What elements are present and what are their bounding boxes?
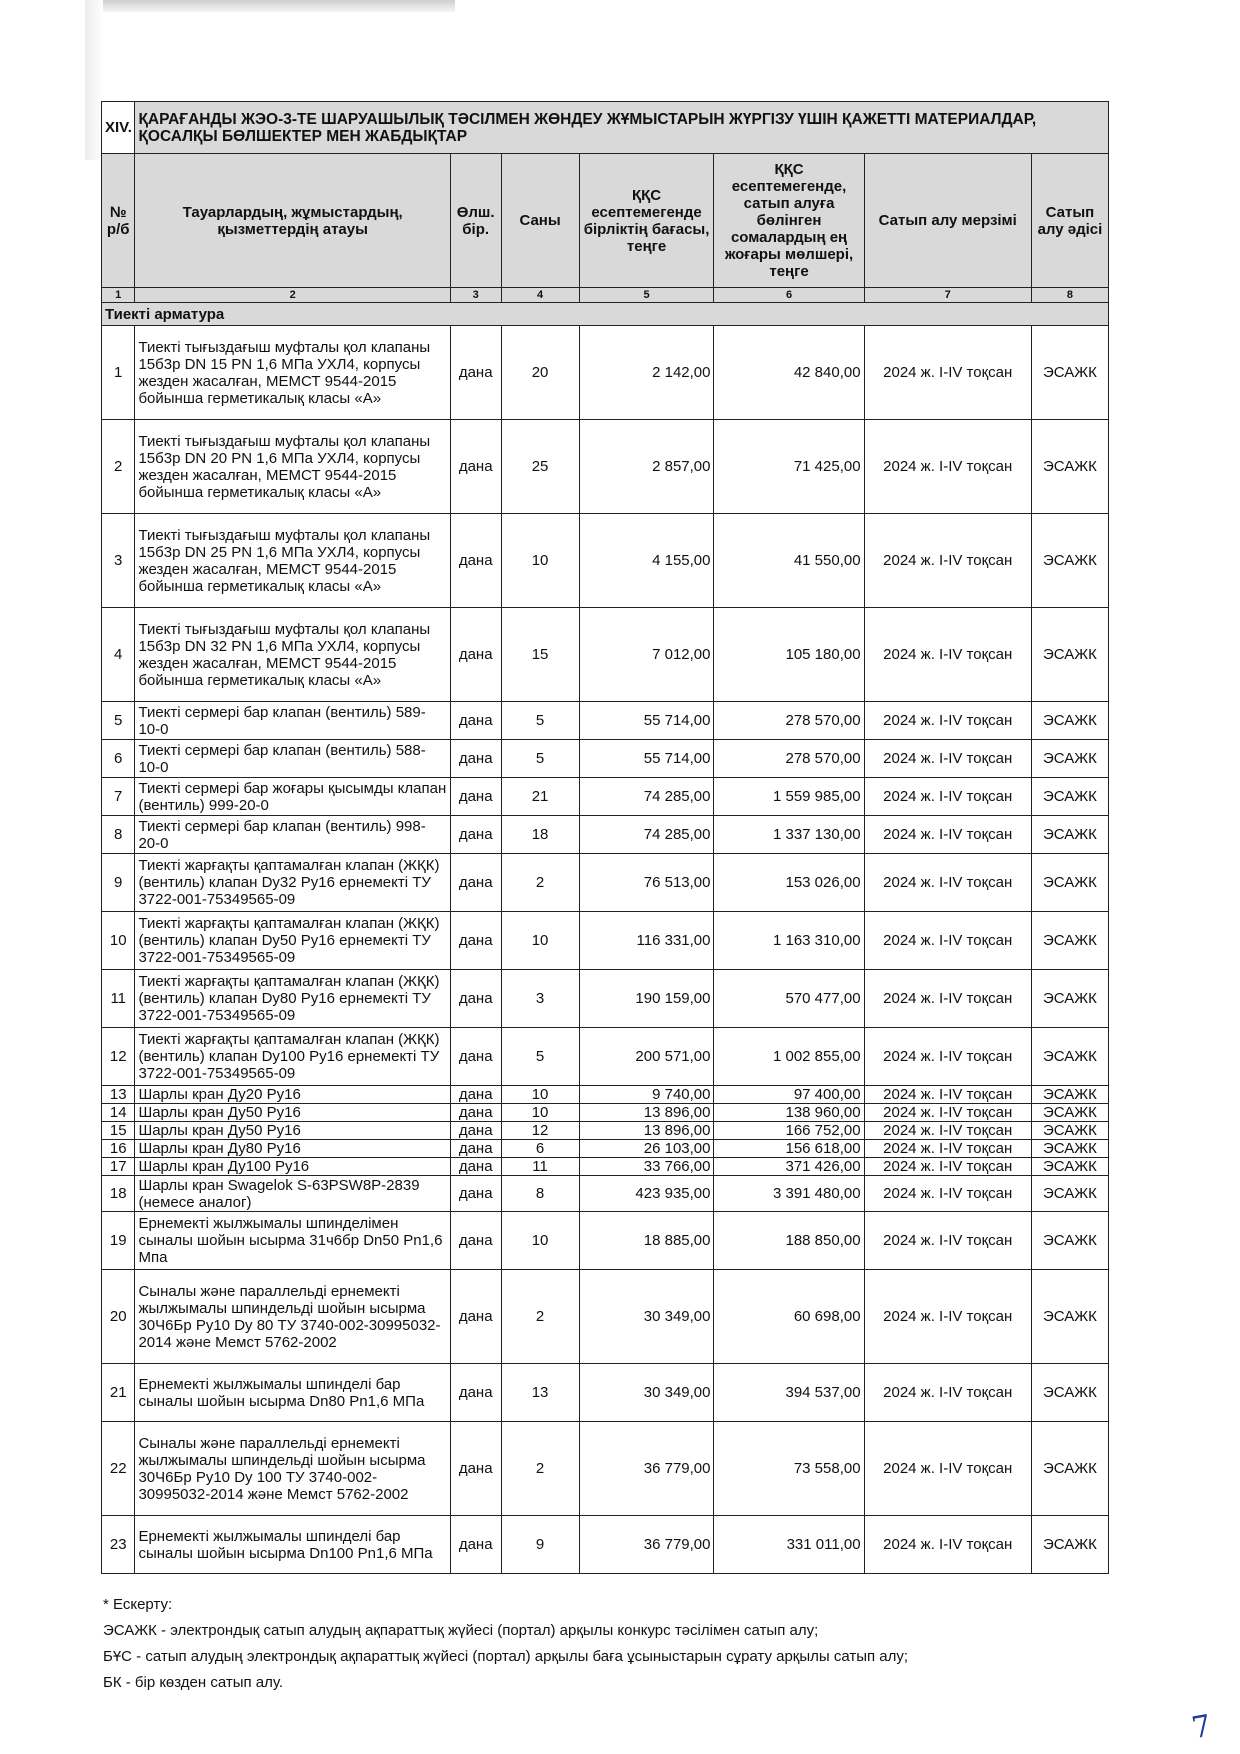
row-number: 1 <box>102 326 135 420</box>
item-name: Тиекті тығыздағыш муфталы қол клапаны 15б3р DN 32 PN 1,6 МПа УХЛ4, корпусы жезден жасалған, МЕМСТ 9544-2015 бойынша герметикалық класы «А» <box>135 608 450 702</box>
unit: дана <box>450 326 501 420</box>
quantity: 5 <box>501 740 579 778</box>
handwritten-page-number: 7 <box>1189 1708 1214 1747</box>
max-amount: 1 559 985,00 <box>714 778 864 816</box>
unit: дана <box>450 854 501 912</box>
purchase-method: ЭСАЖК <box>1031 1158 1108 1176</box>
item-name: Тиекті жарғақты қаптамалған клапан (ЖҚК) (вентиль) клапан Dy100 Py16 ернемекті ТУ 3722-001-75349565-09 <box>135 1028 450 1086</box>
unit-price: 74 285,00 <box>579 816 714 854</box>
unit: дана <box>450 816 501 854</box>
item-name: Ернемекті жылжымалы шпинделімен сыналы шойын ысырма 31ч6бр Dn50 Pn1,6 Мпа <box>135 1212 450 1270</box>
max-amount: 42 840,00 <box>714 326 864 420</box>
row-number: 7 <box>102 778 135 816</box>
table-row <box>102 1422 1109 1516</box>
unit-price: 33 766,00 <box>579 1158 714 1176</box>
table-row <box>102 816 1109 854</box>
max-amount: 138 960,00 <box>714 1104 864 1122</box>
purchase-method: ЭСАЖК <box>1031 1028 1108 1086</box>
table-row <box>102 420 1109 514</box>
row-number: 17 <box>102 1158 135 1176</box>
table-row <box>102 970 1109 1028</box>
unit: дана <box>450 1516 501 1574</box>
table-row <box>102 740 1109 778</box>
table-row <box>102 1270 1109 1364</box>
purchase-method: ЭСАЖК <box>1031 1422 1108 1516</box>
purchase-method: ЭСАЖК <box>1031 1140 1108 1158</box>
unit: дана <box>450 1028 501 1086</box>
max-amount: 394 537,00 <box>714 1364 864 1422</box>
quantity: 2 <box>501 1270 579 1364</box>
purchase-term: 2024 ж. I-IV тоқсан <box>864 1176 1031 1212</box>
group-title: Тиекті арматура <box>102 303 1109 326</box>
unit: дана <box>450 1212 501 1270</box>
quantity: 15 <box>501 608 579 702</box>
quantity: 13 <box>501 1364 579 1422</box>
max-amount: 278 570,00 <box>714 702 864 740</box>
purchase-term: 2024 ж. I-IV тоқсан <box>864 702 1031 740</box>
purchase-term: 2024 ж. I-IV тоқсан <box>864 740 1031 778</box>
max-amount: 41 550,00 <box>714 514 864 608</box>
unit-price: 9 740,00 <box>579 1086 714 1104</box>
purchase-term: 2024 ж. I-IV тоқсан <box>864 854 1031 912</box>
unit: дана <box>450 970 501 1028</box>
max-amount: 3 391 480,00 <box>714 1176 864 1212</box>
purchase-method: ЭСАЖК <box>1031 1212 1108 1270</box>
purchase-method: ЭСАЖК <box>1031 514 1108 608</box>
max-amount: 71 425,00 <box>714 420 864 514</box>
unit: дана <box>450 1086 501 1104</box>
unit-price: 18 885,00 <box>579 1212 714 1270</box>
quantity: 5 <box>501 1028 579 1086</box>
max-amount: 105 180,00 <box>714 608 864 702</box>
unit-price: 116 331,00 <box>579 912 714 970</box>
column-header-row <box>102 154 1109 288</box>
item-name: Тиекті жарғақты қаптамалған клапан (ЖҚК) (вентиль) клапан Dy80 Py16 ернемекті ТУ 3722-001-75349565-09 <box>135 970 450 1028</box>
scan-edge-top <box>95 0 455 12</box>
quantity: 25 <box>501 420 579 514</box>
item-name: Сыналы және параллельді ернемекті жылжымалы шпиндельді шойын ысырма 30Ч6Бр Ру10 Dy 80 ТУ 3740-002-30995032-2014 және Мемст 5762-2002 <box>135 1270 450 1364</box>
unit-price: 76 513,00 <box>579 854 714 912</box>
max-amount: 188 850,00 <box>714 1212 864 1270</box>
row-number: 14 <box>102 1104 135 1122</box>
purchase-term: 2024 ж. I-IV тоқсан <box>864 1104 1031 1122</box>
unit-price: 26 103,00 <box>579 1140 714 1158</box>
unit-price: 74 285,00 <box>579 778 714 816</box>
table-row <box>102 514 1109 608</box>
item-name: Тиекті жарғақты қаптамалған клапан (ЖҚК) (вентиль) клапан Dy32 Py16 ернемекті ТУ 3722-001-75349565-09 <box>135 854 450 912</box>
purchase-term: 2024 ж. I-IV тоқсан <box>864 1122 1031 1140</box>
quantity: 18 <box>501 816 579 854</box>
unit-price: 423 935,00 <box>579 1176 714 1212</box>
purchase-term: 2024 ж. I-IV тоқсан <box>864 608 1031 702</box>
table-row <box>102 608 1109 702</box>
footnote-line: БҰС - сатып алудың электрондық ақпараттық жүйесі (портал) арқылы баға ұсыныстарын сұрату арқылы сатып алу; <box>103 1648 909 1665</box>
column-index: 8 <box>1031 288 1108 303</box>
item-name: Шарлы кран Ду80 Ру16 <box>135 1140 450 1158</box>
row-number: 10 <box>102 912 135 970</box>
unit: дана <box>450 912 501 970</box>
item-name: Тиекті тығыздағыш муфталы қол клапаны 15б3р DN 15 PN 1,6 МПа УХЛ4, корпусы жезден жасалған, МЕМСТ 9544-2015 бойынша герметикалық класы «А» <box>135 326 450 420</box>
row-number: 23 <box>102 1516 135 1574</box>
table-row <box>102 702 1109 740</box>
unit: дана <box>450 1176 501 1212</box>
item-name: Сыналы және параллельді ернемекті жылжымалы шпиндельді шойын ысырма 30Ч6Бр Ру10 Dy 100 ТУ 3740-002-30995032-2014 және Мемст 5762-2002 <box>135 1422 450 1516</box>
item-name: Шарлы кран Ду100 Ру16 <box>135 1158 450 1176</box>
quantity: 12 <box>501 1122 579 1140</box>
quantity: 5 <box>501 702 579 740</box>
column-header-quantity: Саны <box>501 154 579 288</box>
max-amount: 1 163 310,00 <box>714 912 864 970</box>
column-header-unit-price: ҚҚС есептемегенде бірліктің бағасы, теңге <box>579 154 714 288</box>
table-row <box>102 854 1109 912</box>
unit-price: 36 779,00 <box>579 1422 714 1516</box>
unit-price: 2 857,00 <box>579 420 714 514</box>
purchase-method: ЭСАЖК <box>1031 1364 1108 1422</box>
row-number: 2 <box>102 420 135 514</box>
purchase-term: 2024 ж. I-IV тоқсан <box>864 1140 1031 1158</box>
quantity: 21 <box>501 778 579 816</box>
quantity: 10 <box>501 514 579 608</box>
unit: дана <box>450 740 501 778</box>
unit: дана <box>450 420 501 514</box>
table-row <box>102 1176 1109 1212</box>
unit: дана <box>450 1122 501 1140</box>
purchase-term: 2024 ж. I-IV тоқсан <box>864 912 1031 970</box>
purchase-term: 2024 ж. I-IV тоқсан <box>864 816 1031 854</box>
column-index: 1 <box>102 288 135 303</box>
purchase-method: ЭСАЖК <box>1031 1104 1108 1122</box>
max-amount: 97 400,00 <box>714 1086 864 1104</box>
quantity: 10 <box>501 912 579 970</box>
purchase-method: ЭСАЖК <box>1031 702 1108 740</box>
column-header-name: Тауарлардың, жұмыстардың, қызметтердің атауы <box>135 154 450 288</box>
row-number: 12 <box>102 1028 135 1086</box>
table-row <box>102 1086 1109 1104</box>
purchase-method: ЭСАЖК <box>1031 740 1108 778</box>
unit: дана <box>450 1270 501 1364</box>
table-row <box>102 778 1109 816</box>
row-number: 22 <box>102 1422 135 1516</box>
max-amount: 570 477,00 <box>714 970 864 1028</box>
max-amount: 278 570,00 <box>714 740 864 778</box>
column-index: 5 <box>579 288 714 303</box>
purchase-method: ЭСАЖК <box>1031 912 1108 970</box>
row-number: 18 <box>102 1176 135 1212</box>
section-header-row <box>102 102 1109 154</box>
purchase-term: 2024 ж. I-IV тоқсан <box>864 1212 1031 1270</box>
column-header-max-amount: ҚҚС есептемегенде, сатып алуға бөлінген сомалардың ең жоғары мөлшері, теңге <box>714 154 864 288</box>
unit: дана <box>450 1422 501 1516</box>
unit-price: 55 714,00 <box>579 702 714 740</box>
purchase-term: 2024 ж. I-IV тоқсан <box>864 1028 1031 1086</box>
unit-price: 13 896,00 <box>579 1104 714 1122</box>
table-row <box>102 1212 1109 1270</box>
quantity: 2 <box>501 1422 579 1516</box>
unit: дана <box>450 608 501 702</box>
purchase-term: 2024 ж. I-IV тоқсан <box>864 970 1031 1028</box>
purchase-term: 2024 ж. I-IV тоқсан <box>864 514 1031 608</box>
unit-price: 36 779,00 <box>579 1516 714 1574</box>
row-number: 5 <box>102 702 135 740</box>
table-row <box>102 1158 1109 1176</box>
purchase-term: 2024 ж. I-IV тоқсан <box>864 1422 1031 1516</box>
row-number: 13 <box>102 1086 135 1104</box>
section-title: ҚАРАҒАНДЫ ЖЭО-3-ТЕ ШАРУАШЫЛЫҚ ТӘСІЛМЕН ЖӨНДЕУ ЖҰМЫСТАРЫН ЖҮРГІЗУ ҮШІН ҚАЖЕТТІ МАТЕРИАЛДАР, ҚОСАЛҚЫ БӨЛШЕКТЕР МЕН ЖАБДЫҚТАР <box>135 102 1109 154</box>
max-amount: 153 026,00 <box>714 854 864 912</box>
max-amount: 1 337 130,00 <box>714 816 864 854</box>
table-row <box>102 326 1109 420</box>
item-name: Тиекті сермері бар жоғары қысымды клапан (вентиль) 999-20-0 <box>135 778 450 816</box>
unit: дана <box>450 1140 501 1158</box>
table-row <box>102 1516 1109 1574</box>
item-name: Шарлы кран Ду50 Ру16 <box>135 1122 450 1140</box>
item-name: Шарлы кран Ду50 Ру16 <box>135 1104 450 1122</box>
purchase-method: ЭСАЖК <box>1031 816 1108 854</box>
unit-price: 55 714,00 <box>579 740 714 778</box>
column-header-term: Сатып алу мерзімі <box>864 154 1031 288</box>
unit: дана <box>450 1158 501 1176</box>
quantity: 2 <box>501 854 579 912</box>
row-number: 19 <box>102 1212 135 1270</box>
column-index: 7 <box>864 288 1031 303</box>
group-row <box>102 303 1109 326</box>
row-number: 20 <box>102 1270 135 1364</box>
materials-table <box>101 101 1109 1574</box>
row-number: 15 <box>102 1122 135 1140</box>
purchase-method: ЭСАЖК <box>1031 1086 1108 1104</box>
item-name: Тиекті тығыздағыш муфталы қол клапаны 15б3р DN 25 PN 1,6 МПа УХЛ4, корпусы жезден жасалған, МЕМСТ 9544-2015 бойынша герметикалық класы «А» <box>135 514 450 608</box>
quantity: 9 <box>501 1516 579 1574</box>
unit: дана <box>450 702 501 740</box>
table-row <box>102 1028 1109 1086</box>
purchase-method: ЭСАЖК <box>1031 1176 1108 1212</box>
quantity: 10 <box>501 1212 579 1270</box>
footnote-line: ЭСАЖК - электрондық сатып алудың ақпараттық жүйесі (портал) арқылы конкурс тәсілімен сатып алу; <box>103 1622 819 1639</box>
table-row <box>102 1140 1109 1158</box>
purchase-method: ЭСАЖК <box>1031 1122 1108 1140</box>
table-row <box>102 1104 1109 1122</box>
unit-price: 2 142,00 <box>579 326 714 420</box>
quantity: 10 <box>501 1086 579 1104</box>
column-header-number: № р/б <box>102 154 135 288</box>
item-name: Тиекті сермері бар клапан (вентиль) 998-20-0 <box>135 816 450 854</box>
purchase-method: ЭСАЖК <box>1031 1516 1108 1574</box>
purchase-term: 2024 ж. I-IV тоқсан <box>864 1364 1031 1422</box>
item-name: Тиекті сермері бар клапан (вентиль) 589-10-0 <box>135 702 450 740</box>
column-header-method: Сатып алу әдісі <box>1031 154 1108 288</box>
quantity: 20 <box>501 326 579 420</box>
column-header-unit: Өлш. бір. <box>450 154 501 288</box>
unit-price: 30 349,00 <box>579 1270 714 1364</box>
purchase-term: 2024 ж. I-IV тоқсан <box>864 1270 1031 1364</box>
table-row <box>102 912 1109 970</box>
row-number: 8 <box>102 816 135 854</box>
purchase-method: ЭСАЖК <box>1031 970 1108 1028</box>
quantity: 8 <box>501 1176 579 1212</box>
table-row <box>102 1364 1109 1422</box>
quantity: 10 <box>501 1104 579 1122</box>
purchase-term: 2024 ж. I-IV тоқсан <box>864 1158 1031 1176</box>
max-amount: 73 558,00 <box>714 1422 864 1516</box>
row-number: 21 <box>102 1364 135 1422</box>
purchase-term: 2024 ж. I-IV тоқсан <box>864 1086 1031 1104</box>
unit-price: 30 349,00 <box>579 1364 714 1422</box>
max-amount: 331 011,00 <box>714 1516 864 1574</box>
unit: дана <box>450 514 501 608</box>
item-name: Ернемекті жылжымалы шпинделі бар сыналы шойын ысырма Dn80 Pn1,6 МПа <box>135 1364 450 1422</box>
footnote-title: * Ескерту: <box>103 1596 173 1613</box>
quantity: 11 <box>501 1158 579 1176</box>
max-amount: 1 002 855,00 <box>714 1028 864 1086</box>
unit-price: 7 012,00 <box>579 608 714 702</box>
column-index: 3 <box>450 288 501 303</box>
column-index-row <box>102 288 1109 303</box>
footnote <box>103 1592 1103 1696</box>
max-amount: 60 698,00 <box>714 1270 864 1364</box>
purchase-term: 2024 ж. I-IV тоқсан <box>864 1516 1031 1574</box>
max-amount: 166 752,00 <box>714 1122 864 1140</box>
quantity: 6 <box>501 1140 579 1158</box>
unit-price: 4 155,00 <box>579 514 714 608</box>
purchase-method: ЭСАЖК <box>1031 854 1108 912</box>
item-name: Тиекті тығыздағыш муфталы қол клапаны 15б3р DN 20 PN 1,6 МПа УХЛ4, корпусы жезден жасалған, МЕМСТ 9544-2015 бойынша герметикалық класы «А» <box>135 420 450 514</box>
unit: дана <box>450 1104 501 1122</box>
row-number: 16 <box>102 1140 135 1158</box>
purchase-term: 2024 ж. I-IV тоқсан <box>864 326 1031 420</box>
purchase-term: 2024 ж. I-IV тоқсан <box>864 420 1031 514</box>
row-number: 3 <box>102 514 135 608</box>
unit-price: 13 896,00 <box>579 1122 714 1140</box>
unit-price: 190 159,00 <box>579 970 714 1028</box>
unit-price: 200 571,00 <box>579 1028 714 1086</box>
purchase-method: ЭСАЖК <box>1031 778 1108 816</box>
purchase-method: ЭСАЖК <box>1031 1270 1108 1364</box>
quantity: 3 <box>501 970 579 1028</box>
max-amount: 156 618,00 <box>714 1140 864 1158</box>
row-number: 11 <box>102 970 135 1028</box>
row-number: 6 <box>102 740 135 778</box>
column-index: 4 <box>501 288 579 303</box>
purchase-method: ЭСАЖК <box>1031 326 1108 420</box>
item-name: Тиекті сермері бар клапан (вентиль) 588-10-0 <box>135 740 450 778</box>
row-number: 4 <box>102 608 135 702</box>
table-row <box>102 1122 1109 1140</box>
section-number: XIV. <box>102 102 135 154</box>
item-name: Шарлы кран Ду20 Ру16 <box>135 1086 450 1104</box>
max-amount: 371 426,00 <box>714 1158 864 1176</box>
purchase-method: ЭСАЖК <box>1031 608 1108 702</box>
purchase-term: 2024 ж. I-IV тоқсан <box>864 778 1031 816</box>
column-index: 2 <box>135 288 450 303</box>
item-name: Ернемекті жылжымалы шпинделі бар сыналы шойын ысырма Dn100 Pn1,6 МПа <box>135 1516 450 1574</box>
item-name: Шарлы кран Swagelok S-63PSW8P-2839 (немесе аналог) <box>135 1176 450 1212</box>
unit: дана <box>450 778 501 816</box>
item-name: Тиекті жарғақты қаптамалған клапан (ЖҚК) (вентиль) клапан Dy50 Py16 ернемекті ТУ 3722-001-75349565-09 <box>135 912 450 970</box>
purchase-method: ЭСАЖК <box>1031 420 1108 514</box>
footnote-line: БК - бір көзден сатып алу. <box>103 1674 284 1691</box>
unit: дана <box>450 1364 501 1422</box>
row-number: 9 <box>102 854 135 912</box>
column-index: 6 <box>714 288 864 303</box>
